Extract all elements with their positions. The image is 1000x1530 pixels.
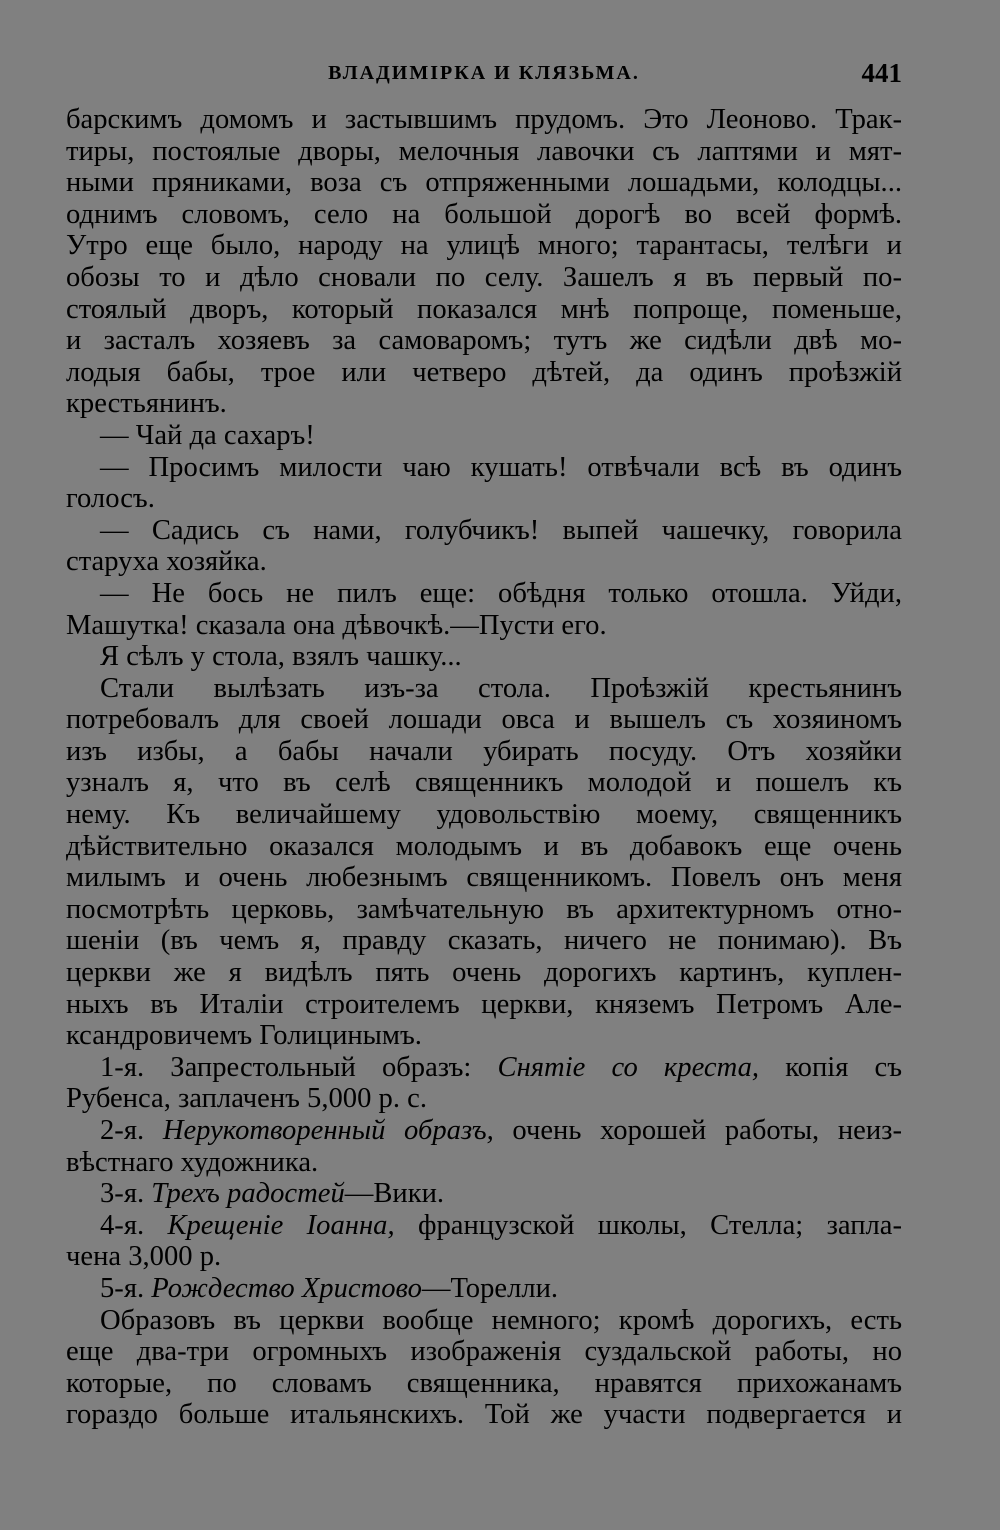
text-line: изъ избы, а бабы начали убирать посуду. Отъ хозяйки xyxy=(66,735,902,767)
text-line: гораздо больше итальянскихъ. Той же участи подвергается и xyxy=(66,1399,902,1431)
text-line: тиры, постоялые дворы, мелочныя лавочки съ лаптями и мят- xyxy=(66,135,902,167)
text-line: Стали вылѣзать изъ-за стола. Проѣзжій крестьянинъ xyxy=(100,672,902,704)
list-item xyxy=(66,1052,902,1084)
painting-title: Снятіе со креста, xyxy=(497,1051,760,1083)
list-text: —Вики. xyxy=(344,1178,445,1210)
list-item xyxy=(66,1115,902,1147)
text-line: Образовъ въ церкви вообще немного; кромѣ дорогихъ, есть xyxy=(100,1304,902,1336)
text-line: узналъ я, что въ селѣ священникъ молодой и пошелъ къ xyxy=(66,767,902,799)
list-text: очень хорошей работы, неиз- xyxy=(512,1115,902,1146)
page-number: 441 xyxy=(861,58,902,88)
list-text: копія съ xyxy=(785,1051,903,1083)
list-item xyxy=(66,1178,902,1210)
text-line: обозы то и дѣло сновали по селу. Зашелъ я въ первый по- xyxy=(66,261,902,293)
dialogue-line: — Садись съ нами, голубчикъ! выпей чашечку, говорила xyxy=(100,514,902,546)
text-line: Утро еще было, народу на улицѣ много; тарантасы, телѣги и xyxy=(66,230,902,262)
list-item xyxy=(66,1210,902,1242)
text-line: голосъ. xyxy=(66,483,155,515)
list-text: французской школы, Стелла; запла- xyxy=(417,1209,902,1241)
list-item-continuation: вѣстнаго художника. xyxy=(66,1146,319,1178)
list-item-continuation: чена 3,000 р. xyxy=(66,1241,222,1273)
text-line: дѣйствительно оказался молодымъ и въ добавокъ еще очень xyxy=(66,830,902,862)
text-line: ными пряниками, воза съ отпряженными лошадьми, колодцы... xyxy=(66,167,902,199)
list-number: 1-я. xyxy=(100,1051,145,1083)
text-line: еще два-три огромныхъ изображенія суздальской работы, но xyxy=(66,1336,902,1368)
text-line: лодыя бабы, трое или четверо дѣтей, да одинъ проѣзжій xyxy=(66,356,902,388)
running-header xyxy=(66,56,902,104)
list-number: 2-я. xyxy=(100,1115,145,1146)
body-text xyxy=(66,104,902,1431)
text-line: посмотрѣть церковь, замѣчательную въ архитектурномъ отно- xyxy=(66,893,902,925)
text-line: Я сѣлъ у стола, взялъ чашку... xyxy=(100,641,462,673)
text-line: церкви же я видѣлъ пять очень дорогихъ картинъ, куплен- xyxy=(66,957,902,989)
text-line: и засталъ хозяевъ за самоваромъ; тутъ же сидѣли двѣ мо- xyxy=(66,325,902,357)
text-line: старуха хозяйка. xyxy=(66,546,267,578)
list-item xyxy=(66,1273,902,1305)
text-line: ныхъ въ Италіи строителемъ церкви, княземъ Петромъ Але- xyxy=(66,988,902,1020)
painting-title: Рождество Христово xyxy=(151,1272,422,1304)
text-line: стоялый дворъ, который показался мнѣ попроще, поменьше, xyxy=(66,293,902,325)
text-line: однимъ словомъ, село на большой дорогѣ во всей формѣ. xyxy=(66,198,902,230)
painting-title: Нерукотворенный образъ, xyxy=(162,1115,494,1146)
text-line: Машутка! сказала она дѣвочкѣ.—Пусти его. xyxy=(66,609,607,641)
text-line: потребовалъ для своей лошади овса и вышелъ съ хозяиномъ xyxy=(66,704,902,736)
painting-title: Крещеніе Іоанна, xyxy=(167,1209,395,1241)
dialogue-line: — Не бось не пилъ еще: обѣдня только отошла. Уйди, xyxy=(100,577,902,609)
dialogue-line: — Чай да сахаръ! xyxy=(100,419,315,451)
painting-title: Трехъ радостей xyxy=(151,1178,345,1210)
list-item-continuation: Рубенса, заплаченъ 5,000 р. с. xyxy=(66,1083,427,1115)
list-number: 5-я. xyxy=(100,1272,145,1304)
list-text: —Торелли. xyxy=(421,1272,559,1304)
text-line: барскимъ домомъ и застывшимъ прудомъ. Это Леоново. Трак- xyxy=(66,104,902,135)
text-line: крестьянинъ. xyxy=(66,388,227,420)
text-line: шеніи (въ чемъ я, правду сказать, ничего не понимаю). Въ xyxy=(66,925,902,957)
text-line: нему. Къ величайшему удовольствію моему, священникъ xyxy=(66,799,902,831)
list-text: Запрестольный образъ: xyxy=(170,1051,472,1083)
text-line: милымъ и очень любезнымъ священникомъ. Повелъ онъ меня xyxy=(66,862,902,894)
text-line: которые, по словамъ священника, нравятся прихожанамъ xyxy=(66,1367,902,1399)
dialogue-line: — Просимъ милости чаю кушать! отвѣчали всѣ въ одинъ xyxy=(100,451,902,483)
list-number: 3-я. xyxy=(100,1178,145,1210)
list-number: 4-я. xyxy=(100,1209,145,1241)
text-line: ксандровичемъ Голицинымъ. xyxy=(66,1020,422,1052)
book-page xyxy=(66,56,902,1496)
running-title: ВЛАДИМІРКА И КЛЯЗЬМА. xyxy=(328,62,640,84)
